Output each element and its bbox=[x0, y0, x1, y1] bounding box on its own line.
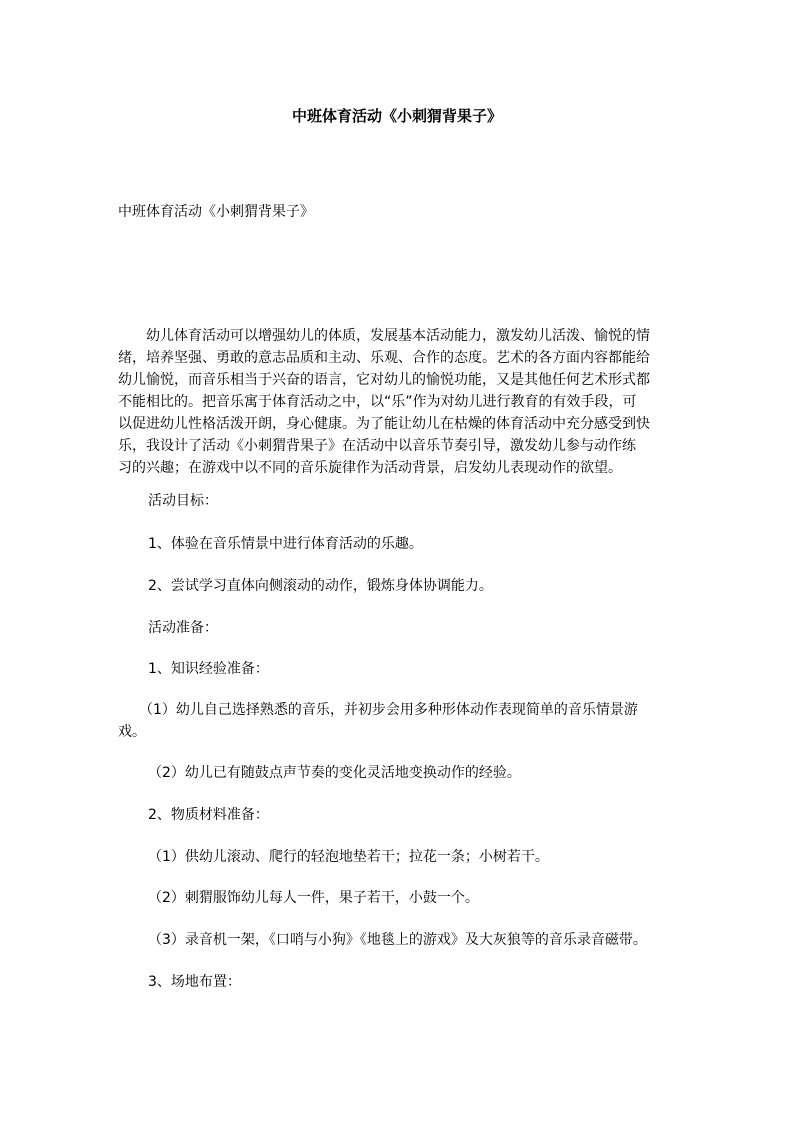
prep-knowledge-item: （2）幼儿已有随鼓点声节奏的变化灵活地变换动作的经验。 bbox=[148, 765, 521, 781]
prep-heading: 活动准备： bbox=[148, 620, 218, 636]
intro-line: 乐，我设计了活动《小刺猬背果子》在活动中以音乐节奏引导，激发幼儿参与动作练 bbox=[118, 438, 636, 454]
intro-line: 幼儿体育活动可以增强幼儿的体质，发展基本活动能力，激发幼儿活泼、愉悦的情 bbox=[118, 328, 650, 344]
prep-material-item: （3）录音机一架，《口哨与小狗》《地毯上的游戏》及大灰狼等的音乐录音磁带。 bbox=[148, 932, 647, 948]
intro-paragraph bbox=[118, 325, 678, 479]
goals-heading: 活动目标： bbox=[148, 493, 218, 509]
goal-item: 2、尝试学习直体向侧滚动的动作，锻炼身体协调能力。 bbox=[148, 578, 493, 594]
prep-material-item: （2）刺猬服饰幼儿每人一件，果子若干，小鼓一个。 bbox=[148, 890, 479, 906]
venue-heading: 3、场地布置： bbox=[148, 974, 241, 990]
document-subtitle: 中班体育活动《小刺猬背果子》 bbox=[118, 204, 314, 220]
intro-line: 习的兴趣；在游戏中以不同的音乐旋律作为活动背景，启发幼儿表现动作的欲望。 bbox=[118, 460, 622, 476]
intro-line: 绪，培养坚强、勇敢的意志品质和主动、乐观、合作的态度。艺术的各方面内容都能给 bbox=[118, 350, 650, 366]
prep-knowledge-item bbox=[118, 699, 678, 743]
intro-line: 不能相比的。把音乐寓于体育活动之中，以“乐”作为对幼儿进行教育的有效手段，可 bbox=[118, 394, 637, 410]
intro-line: 幼儿愉悦，而音乐相当于兴奋的语言，它对幼儿的愉悦功能，又是其他任何艺术形式都 bbox=[118, 372, 650, 388]
goal-item: 1、体验在音乐情景中进行体育活动的乐趣。 bbox=[148, 536, 423, 552]
prep-material-heading: 2、物质材料准备： bbox=[148, 807, 269, 823]
prep-knowledge-line: 戏。 bbox=[118, 724, 146, 740]
prep-knowledge-heading: 1、知识经验准备： bbox=[148, 661, 269, 677]
prep-material-item: （1）供幼儿滚动、爬行的轻泡地垫若干；拉花一条；小树若干。 bbox=[148, 849, 549, 865]
intro-line: 以促进幼儿性格活泼开朗，身心健康。为了能让幼儿在枯燥的体育活动中充分感受到快 bbox=[118, 416, 650, 432]
prep-knowledge-line: （1）幼儿自己选择熟悉的音乐，并初步会用多种形体动作表现简单的音乐情景游 bbox=[118, 702, 638, 718]
document-title: 中班体育活动《小刺猬背果子》 bbox=[291, 107, 502, 125]
